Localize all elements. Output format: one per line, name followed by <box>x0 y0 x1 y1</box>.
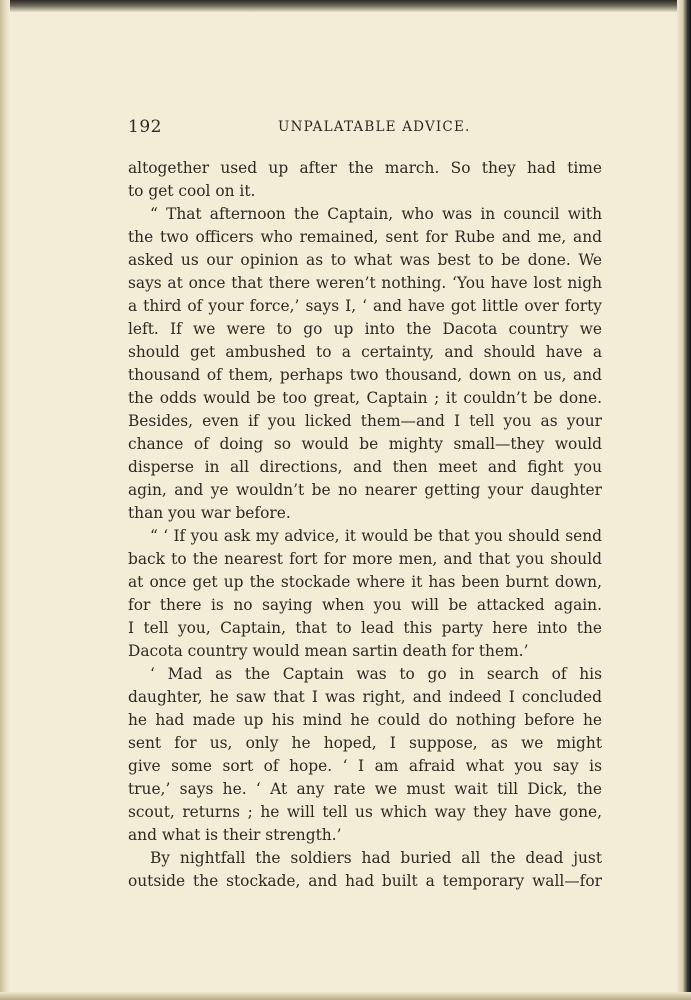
text-line: sent for us, only he hoped, I suppose, as we might <box>128 734 602 752</box>
text-line: Dacota country would mean sartin death for them.’ <box>128 642 529 660</box>
text-line: true,’ says he. ‘ At any rate we must wait till Dick, the <box>128 780 602 798</box>
page-number: 192 <box>128 117 162 137</box>
text-line: left. If we were to go up into the Dacota country we <box>128 320 602 338</box>
text-line: daughter, he saw that I was right, and indeed I concluded <box>128 688 602 706</box>
text-line: the two officers who remained, sent for Rube and me, and <box>128 228 602 246</box>
text-line: says at once that there weren’t nothing. ‘You have lost nigh <box>128 274 602 292</box>
scan-bottom-edge <box>0 992 691 1000</box>
page-header <box>128 117 602 139</box>
scan-top-edge <box>0 0 691 12</box>
text-line: a third of your force,’ says I, ‘ and have got little over forty <box>128 297 602 315</box>
text-line: for there is no saying when you will be attacked again. <box>128 596 602 614</box>
text-line: asked us our opinion as to what was best to be done. We <box>128 251 602 269</box>
text-line: Besides, even if you licked them—and I tell you as your <box>128 412 602 430</box>
text-line: to get cool on it. <box>128 182 256 200</box>
text-line: By nightfall the soldiers had buried all the dead just <box>150 849 602 867</box>
text-line: give some sort of hope. ‘ I am afraid what you say is <box>128 757 602 775</box>
text-line: and what is their strength.’ <box>128 826 342 844</box>
text-line: the odds would be too great, Captain ; it couldn’t be done. <box>128 389 602 407</box>
text-line: agin, and ye wouldn’t be no nearer getting your daughter <box>128 481 602 499</box>
text-line: at once get up the stockade where it has been burnt down, <box>128 573 602 591</box>
scan-left-edge <box>0 0 10 1000</box>
text-line: “ That afternoon the Captain, who was in council with <box>150 205 602 223</box>
text-line: than you war before. <box>128 504 291 522</box>
scan-right-edge <box>677 0 691 1000</box>
text-line: altogether used up after the march. So they had time <box>128 159 602 177</box>
text-line: disperse in all directions, and then meet and fight you <box>128 458 602 476</box>
text-line: I tell you, Captain, that to lead this party here into the <box>128 619 602 637</box>
text-line: should get ambushed to a certainty, and should have a <box>128 343 602 361</box>
text-line: “ ‘ If you ask my advice, it would be that you should send <box>150 527 602 545</box>
text-line: outside the stockade, and had built a temporary wall—for <box>128 872 602 890</box>
text-line: scout, returns ; he will tell us which way they have gone, <box>128 803 602 821</box>
text-line: thousand of them, perhaps two thousand, down on us, and <box>128 366 602 384</box>
text-line: back to the nearest fort for more men, and that you should <box>128 550 602 568</box>
text-line: he had made up his mind he could do nothing before he <box>128 711 602 729</box>
text-line: ‘ Mad as the Captain was to go in search of his <box>150 665 602 683</box>
body-text <box>128 157 602 893</box>
running-head: UNPALATABLE ADVICE. <box>278 119 471 135</box>
text-line: chance of doing so would be mighty small—they would <box>128 435 602 453</box>
